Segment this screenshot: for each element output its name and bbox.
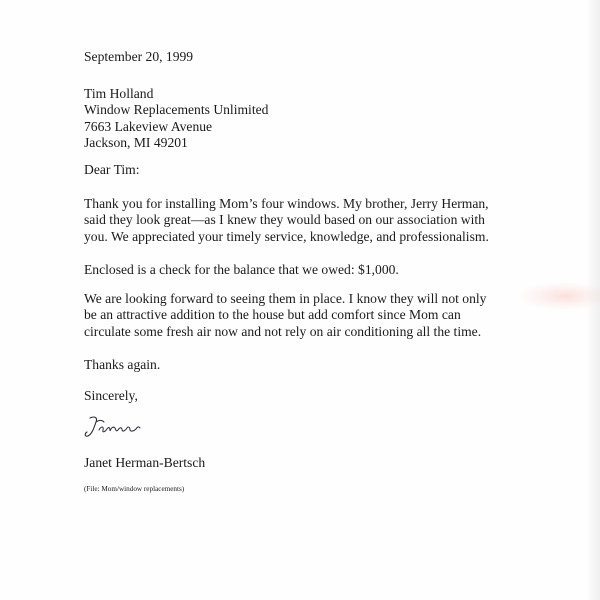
closing: Sincerely,	[84, 388, 138, 403]
recipient-city: Jackson, MI 49201	[84, 135, 188, 151]
paragraph-line: We are looking forward to seeing them in place. I know they will not only	[84, 291, 487, 306]
paragraph-line: Enclosed is a check for the balance that we owed: $1,000.	[84, 262, 399, 277]
recipient-address	[84, 86, 268, 152]
paragraph-line: Thank you for installing Mom’s four windows. My brother, Jerry Herman,	[84, 196, 489, 211]
handwritten-signature	[82, 414, 152, 440]
thanks-line: Thanks again.	[84, 357, 161, 372]
paragraph-line: circulate some fresh air now and not rely on air conditioning all the time.	[84, 323, 482, 339]
letter-date: September 20, 1999	[84, 49, 194, 64]
salutation: Dear Tim:	[84, 162, 140, 177]
paragraph-thanks	[84, 196, 489, 245]
signer-name: Janet Herman-Bertsch	[84, 455, 206, 470]
recipient-company: Window Replacements Unlimited	[84, 102, 269, 118]
recipient-street: 7663 Lakeview Avenue	[84, 118, 213, 134]
paragraph-forward	[84, 291, 486, 340]
recipient-name: Tim Holland	[84, 86, 154, 101]
paragraph-line: be an attractive addition to the house but add comfort since Mom can	[84, 307, 461, 323]
paragraph-line: said they look great—as I knew they would based on our association with	[84, 212, 485, 228]
paragraph-payment	[84, 262, 399, 278]
file-reference: (File: Mom/window replacements)	[84, 485, 185, 493]
paragraph-line: you. We appreciated your timely service, knowledge, and professionalism.	[84, 228, 489, 244]
paper-smudge	[520, 282, 600, 310]
